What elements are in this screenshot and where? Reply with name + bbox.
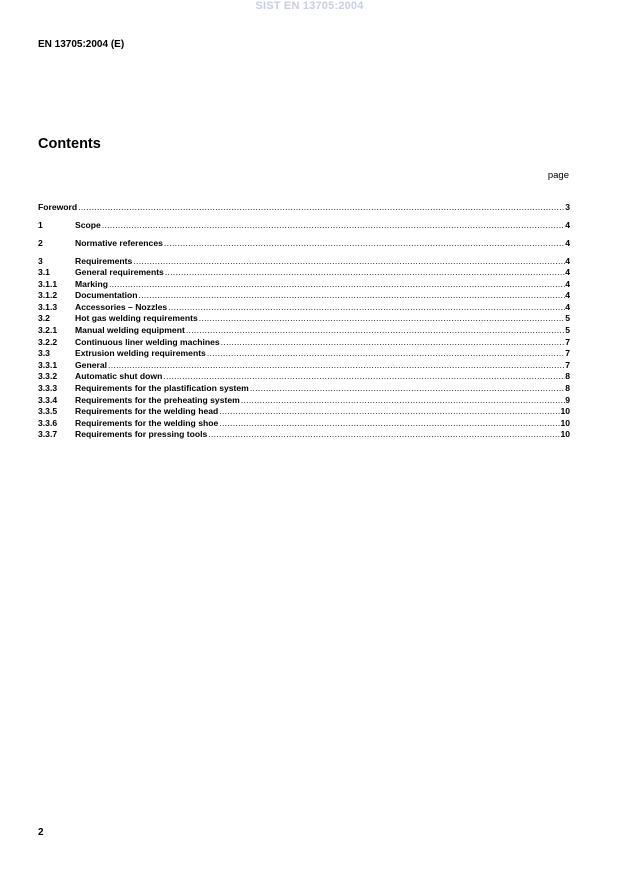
page-column-label: page — [547, 170, 569, 181]
toc-entry-number: 3.1.3 — [38, 302, 58, 312]
toc-entry-title: Accessories – Nozzles — [75, 302, 168, 312]
toc-entry-title: Marking — [75, 279, 108, 289]
toc-entry[interactable] — [38, 418, 570, 429]
toc-entry-page: 10 — [560, 429, 570, 439]
toc-entry[interactable] — [38, 360, 570, 371]
toc-entry-number: 3.3.7 — [38, 429, 58, 439]
toc-leader-dots — [163, 371, 565, 382]
toc-entry[interactable] — [38, 267, 570, 278]
toc-entry-number: 3.1 — [38, 267, 50, 277]
toc-entry-number: 3.1.2 — [38, 290, 58, 300]
toc-entry-page: 10 — [560, 418, 570, 428]
toc-entry[interactable] — [38, 429, 570, 440]
toc-entry-title: Hot gas welding requirements — [75, 313, 198, 323]
toc-entry-number: 3.2 — [38, 313, 50, 323]
toc-entry-page: 4 — [565, 267, 570, 277]
toc-entry-title: Requirements for pressing tools — [75, 429, 208, 439]
toc-entry[interactable] — [38, 279, 570, 290]
toc-entry-page: 4 — [565, 238, 570, 248]
toc-entry-title: Normative references — [75, 238, 163, 248]
toc-entry-title: Manual welding equipment — [75, 325, 185, 335]
toc-entry-number: 3.3.6 — [38, 418, 58, 428]
toc-entry-title: Requirements for the plastification system — [75, 383, 249, 393]
toc-entry[interactable] — [38, 325, 570, 336]
toc-entry-number: 3.3.1 — [38, 360, 58, 370]
toc-entry-page: 3 — [565, 202, 570, 212]
page-title: Contents — [38, 136, 101, 152]
toc-entry-title: Scope — [75, 220, 101, 230]
toc-entry-title: Requirements for the welding head — [75, 406, 219, 416]
toc-entry-number: 3 — [38, 256, 43, 266]
toc-entry[interactable] — [38, 371, 570, 382]
toc-leader-dots — [133, 256, 565, 267]
toc-leader-dots — [250, 383, 565, 394]
toc-entry-title: Automatic shut down — [75, 371, 163, 381]
toc-entry-page: 5 — [565, 313, 570, 323]
toc-entry[interactable] — [38, 313, 570, 324]
toc-leader-dots — [78, 202, 565, 213]
toc-entry-page: 8 — [565, 371, 570, 381]
page-number: 2 — [38, 827, 44, 838]
toc-entry-title: General — [75, 360, 108, 370]
toc-leader-dots — [168, 302, 565, 313]
toc-entry-page: 7 — [565, 337, 570, 347]
toc-entry-title: Foreword — [38, 202, 78, 212]
toc-entry-page: 4 — [565, 279, 570, 289]
toc-leader-dots — [102, 220, 565, 231]
toc-entry-number: 3.3.5 — [38, 406, 58, 416]
toc-entry-number: 1 — [38, 220, 43, 230]
toc-leader-dots — [208, 429, 560, 440]
toc-entry-title: Requirements for the welding shoe — [75, 418, 219, 428]
toc-leader-dots — [219, 406, 560, 417]
toc-entry-page: 9 — [565, 395, 570, 405]
toc-leader-dots — [241, 395, 565, 406]
toc-entry-page: 10 — [560, 406, 570, 416]
toc-entry-page: 4 — [565, 256, 570, 266]
toc-entry-number: 3.3.3 — [38, 383, 58, 393]
toc-leader-dots — [164, 238, 565, 249]
document-id: EN 13705:2004 (E) — [38, 39, 125, 50]
toc-entry[interactable] — [38, 220, 570, 231]
toc-entry-page: 4 — [565, 290, 570, 300]
toc-leader-dots — [207, 348, 565, 359]
toc-entry-number: 3.2.1 — [38, 325, 58, 335]
toc-entry[interactable] — [38, 302, 570, 313]
toc-entry-page: 5 — [565, 325, 570, 335]
toc-entry-number: 2 — [38, 238, 43, 248]
watermark: SIST EN 13705:2004 — [255, 0, 364, 12]
toc-entry-title: Documentation — [75, 290, 138, 300]
toc-entry[interactable] — [38, 256, 570, 267]
toc-entry-number: 3.1.1 — [38, 279, 58, 289]
toc-entry-number: 3.3.2 — [38, 371, 58, 381]
toc-entry-number: 3.2.2 — [38, 337, 58, 347]
toc-leader-dots — [219, 418, 560, 429]
toc-entry[interactable] — [38, 406, 570, 417]
toc-leader-dots — [165, 267, 565, 278]
toc-entry-title: Continuous liner welding machines — [75, 337, 220, 347]
toc-entry[interactable] — [38, 238, 570, 249]
toc-entry[interactable] — [38, 348, 570, 359]
toc-entry-number: 3.3 — [38, 348, 50, 358]
toc-entry-title: Extrusion welding requirements — [75, 348, 206, 358]
toc-entry-title: General requirements — [75, 267, 164, 277]
toc-entry-number: 3.3.4 — [38, 395, 58, 405]
toc-entry[interactable] — [38, 383, 570, 394]
toc-entry[interactable] — [38, 337, 570, 348]
toc-leader-dots — [221, 337, 566, 348]
toc-leader-dots — [186, 325, 565, 336]
toc-entry-page: 4 — [565, 220, 570, 230]
toc-entry-title: Requirements for the preheating system — [75, 395, 240, 405]
toc-entry-page: 7 — [565, 360, 570, 370]
toc-entry[interactable] — [38, 202, 570, 213]
toc-entry-page: 8 — [565, 383, 570, 393]
toc-entry-title: Requirements — [75, 256, 133, 266]
toc-entry[interactable] — [38, 290, 570, 301]
toc-leader-dots — [199, 313, 565, 324]
toc-entry[interactable] — [38, 395, 570, 406]
toc-leader-dots — [108, 360, 565, 371]
toc-entry-page: 7 — [565, 348, 570, 358]
toc-leader-dots — [109, 279, 565, 290]
toc-entry-page: 4 — [565, 302, 570, 312]
toc-leader-dots — [139, 290, 566, 301]
